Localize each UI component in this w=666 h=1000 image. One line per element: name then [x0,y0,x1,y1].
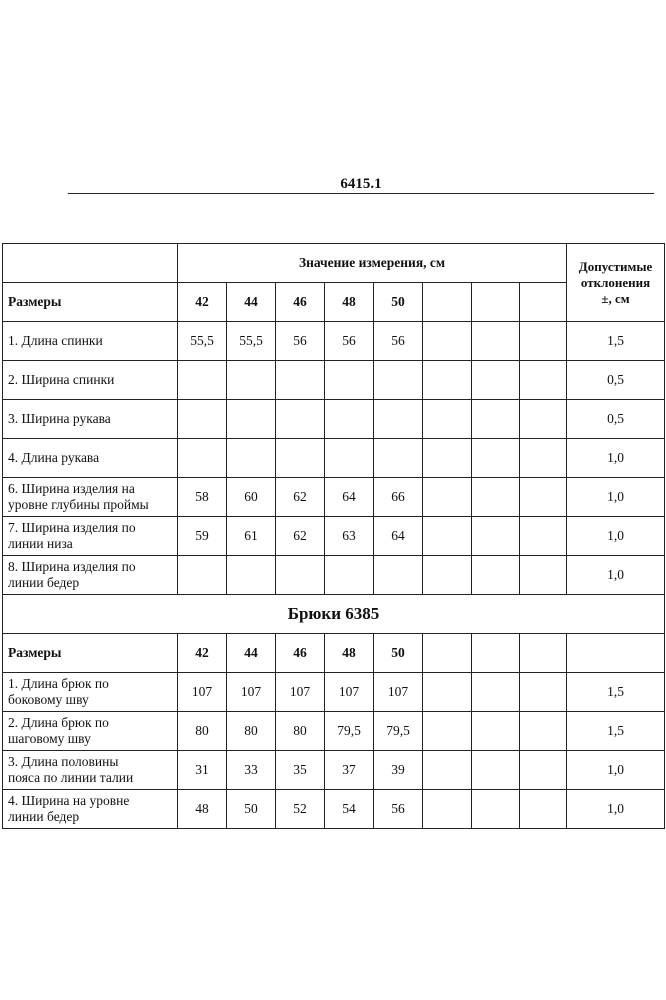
measurement-value [423,673,472,712]
measurement-value [472,556,520,595]
measurement-value [374,361,423,400]
size-cell [472,634,520,673]
measurement-value [520,751,567,790]
measurement-label-line: 4. Длина рукава [8,450,100,465]
measurement-value [520,400,567,439]
measurement-value: 56 [276,322,325,361]
measurement-value: 80 [178,712,227,751]
size-cell: 42 [178,634,227,673]
measurement-label-line: 8. Ширина изделия по [8,559,136,574]
tolerance-value: 1,0 [567,751,665,790]
measurement-row [3,790,665,829]
measurement-value [178,439,227,478]
measurement-label [3,400,178,439]
measurement-value: 59 [178,517,227,556]
measurement-value [520,556,567,595]
measurement-row [3,712,665,751]
measurement-value [472,400,520,439]
sizes-row [3,634,665,673]
measurement-value [520,478,567,517]
measurement-value [520,439,567,478]
measurement-value [178,400,227,439]
measurement-label [3,712,178,751]
measurement-value: 107 [374,673,423,712]
measurement-value [423,790,472,829]
measurement-value [472,751,520,790]
measurement-label-line: 1. Длина брюк по [8,676,109,691]
measurement-label [3,361,178,400]
title-underline [68,193,654,194]
tolerance-value: 1,5 [567,322,665,361]
measurement-value: 58 [178,478,227,517]
measurement-value: 107 [178,673,227,712]
section-title: Брюки 6385 [3,595,665,634]
tolerance-empty-cell [567,634,665,673]
measurement-value: 48 [178,790,227,829]
measurement-value: 52 [276,790,325,829]
measurement-value: 79,5 [374,712,423,751]
size-cell: 44 [227,634,276,673]
tolerance-value: 1,5 [567,673,665,712]
measurement-value [423,439,472,478]
measurement-value: 107 [325,673,374,712]
measurement-value [227,361,276,400]
measurement-label [3,751,178,790]
measurement-value [276,361,325,400]
measurement-value [472,439,520,478]
measurement-value [423,400,472,439]
tolerance-header [567,244,665,322]
measurement-value [178,556,227,595]
measurement-value [374,400,423,439]
measurement-value: 33 [227,751,276,790]
measurement-label-line: уровне глубины проймы [8,497,149,512]
measurement-row [3,439,665,478]
measurement-value [472,790,520,829]
measurement-value [423,556,472,595]
measurement-value [325,400,374,439]
measurement-value [423,517,472,556]
measurement-row [3,517,665,556]
measurement-label-line: линии бедер [8,809,80,824]
tolerance-header-line: отклонения [580,274,651,290]
measurement-label-line: шаговому шву [8,731,91,746]
measurement-label-line: 1. Длина спинки [8,333,103,348]
measurement-value: 56 [325,322,374,361]
measurement-value [520,790,567,829]
measurement-row [3,478,665,517]
measurement-value: 62 [276,517,325,556]
measurement-value: 31 [178,751,227,790]
measurement-value [276,439,325,478]
tolerance-value: 1,0 [567,517,665,556]
measurement-value [325,439,374,478]
size-cell [472,283,520,322]
measurement-value [472,322,520,361]
measurement-row [3,673,665,712]
measurement-label-line: 2. Ширина спинки [8,372,115,387]
tolerance-value: 1,0 [567,478,665,517]
size-cell: 48 [325,634,374,673]
measurement-row [3,322,665,361]
measurement-value [276,556,325,595]
measurement-value [520,361,567,400]
measurement-value: 55,5 [227,322,276,361]
measurement-value [520,517,567,556]
measurement-value [423,361,472,400]
measurement-value: 60 [227,478,276,517]
measurement-label-line: 2. Длина брюк по [8,715,109,730]
measurement-value [520,673,567,712]
measurement-value: 107 [276,673,325,712]
measurement-value: 39 [374,751,423,790]
tolerance-value: 0,5 [567,361,665,400]
tolerance-value: 0,5 [567,400,665,439]
sizes-row [3,283,665,322]
measurement-value: 56 [374,790,423,829]
measurement-value: 64 [374,517,423,556]
measurement-value: 79,5 [325,712,374,751]
measurement-value [423,478,472,517]
measurement-value [276,400,325,439]
measurement-label-line: 7. Ширина изделия по [8,520,136,535]
measurement-label-line: боковому шву [8,692,89,707]
section-row [3,595,665,634]
measurement-label-line: линии бедер [8,575,80,590]
document-title: 6415.1 [340,176,382,192]
size-cell [520,634,567,673]
measurement-value: 80 [227,712,276,751]
size-cell: 46 [276,634,325,673]
measurement-value [423,712,472,751]
measurement-value [227,439,276,478]
measurement-value [520,322,567,361]
measurement-value: 64 [325,478,374,517]
measurement-value [472,673,520,712]
measurement-row [3,361,665,400]
measurement-label [3,517,178,556]
sizes-label: Размеры [3,634,178,673]
measurement-label [3,556,178,595]
header-row-value [3,244,665,283]
measurement-value: 80 [276,712,325,751]
measurement-value [423,322,472,361]
measurement-value [374,439,423,478]
measurement-value [227,556,276,595]
measurement-value: 37 [325,751,374,790]
measurement-label-line: пояса по линии талии [8,770,134,785]
measurement-value: 55,5 [178,322,227,361]
measurement-value: 62 [276,478,325,517]
measurement-label [3,322,178,361]
measurement-value [325,556,374,595]
measurement-value: 107 [227,673,276,712]
size-cell: 48 [325,283,374,322]
value-header: Значение измерения, см [178,244,567,283]
header-empty-cell [3,244,178,283]
measurement-value [472,478,520,517]
measurement-value: 63 [325,517,374,556]
size-cell: 50 [374,283,423,322]
measurement-value [227,400,276,439]
measurement-label [3,790,178,829]
measurement-label [3,673,178,712]
size-cell: 44 [227,283,276,322]
tolerance-value: 1,0 [567,439,665,478]
tolerance-value: 1,5 [567,712,665,751]
measurement-value: 56 [374,322,423,361]
measurement-value [472,517,520,556]
measurement-value [423,751,472,790]
measurement-label-line: 3. Длина половины [8,754,119,769]
size-cell [423,634,472,673]
measurement-label-line: линии низа [8,536,73,551]
measurement-row [3,400,665,439]
measurement-value [374,556,423,595]
measurement-label [3,439,178,478]
measurement-value: 61 [227,517,276,556]
measurement-row [3,556,665,595]
measurement-row [3,751,665,790]
measurement-label [3,478,178,517]
measurement-label-line: 3. Ширина рукава [8,411,111,426]
tolerance-value: 1,0 [567,790,665,829]
tolerance-header-line: Допустимые [578,258,653,274]
size-cell: 42 [178,283,227,322]
measurement-value [325,361,374,400]
measurement-value: 50 [227,790,276,829]
sizes-label: Размеры [3,283,178,322]
measurement-value [520,712,567,751]
measurement-value [472,361,520,400]
tolerance-value: 1,0 [567,556,665,595]
size-cell [423,283,472,322]
measurement-label-line: 4. Ширина на уровне [8,793,130,808]
measurement-label-line: 6. Ширина изделия на [8,481,135,496]
tolerance-header-line: ±, см [601,290,630,306]
size-cell: 46 [276,283,325,322]
size-cell [520,283,567,322]
measurement-value [472,712,520,751]
measurement-value: 54 [325,790,374,829]
measurement-value [178,361,227,400]
measurement-table [2,243,665,829]
measurement-value: 66 [374,478,423,517]
size-cell: 50 [374,634,423,673]
measurement-value: 35 [276,751,325,790]
